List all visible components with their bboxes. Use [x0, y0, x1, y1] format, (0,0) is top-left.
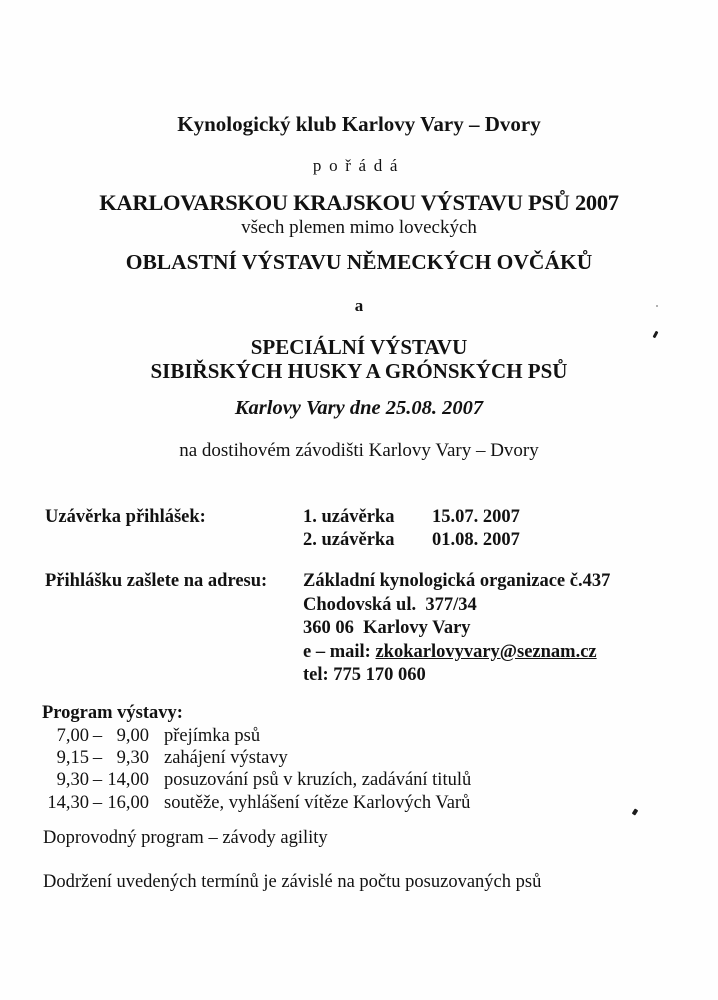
- address-label: Přihlášku zašlete na adresu:: [45, 571, 268, 591]
- address-block: [303, 570, 610, 688]
- program-3-end: 14,00: [107, 770, 149, 791]
- deadline-1-date: 15.07. 2007: [432, 507, 520, 527]
- address-organization: Základní kynologická organizace č.437: [303, 571, 611, 591]
- venue-line: na dostihovém závodišti Karlovy Vary – Dvory: [179, 440, 539, 461]
- event2-title: OBLASTNÍ VÝSTAVU NĚMECKÝCH OVČÁKŮ: [125, 250, 593, 274]
- program-row: [40, 769, 471, 791]
- program-schedule: [40, 725, 471, 814]
- organizes-line: pořádá: [312, 156, 406, 175]
- program-4-end: 16,00: [107, 792, 149, 813]
- deadline-2-date: 01.08. 2007: [432, 530, 520, 550]
- program-row: [40, 747, 471, 769]
- schedule-note-line: Dodržení uvedených termínů je závislé na počtu posuzovaných psů: [43, 872, 542, 892]
- scan-speck: [632, 808, 639, 815]
- address-phone: tel: 775 170 060: [303, 665, 426, 686]
- time-separator: –: [92, 792, 103, 813]
- deadlines-label: Uzávěrka přihlášek:: [45, 507, 206, 527]
- scan-speck: [656, 305, 658, 307]
- email-address: zkokarlovyvary@seznam.cz: [375, 641, 597, 662]
- time-separator: –: [92, 726, 103, 746]
- club-title: Kynologický klub Karlovy Vary – Dvory: [177, 112, 541, 136]
- deadline-2-name: 2. uzávěrka: [303, 530, 395, 550]
- deadline-1-name: 1. uzávěrka: [303, 507, 395, 527]
- time-separator: –: [92, 748, 103, 769]
- email-label: e – mail:: [303, 641, 376, 662]
- side-program-line: Doprovodný program – závody agility: [43, 828, 328, 848]
- event3-title-line1: SPECIÁLNÍ VÝSTAVU: [250, 335, 468, 359]
- program-3-start: 9,30: [56, 770, 89, 791]
- program-1-start: 7,00: [56, 726, 89, 746]
- time-separator: –: [92, 770, 103, 791]
- address-city: 360 06 Karlovy Vary: [303, 618, 471, 639]
- program-4-start: 14,30: [47, 792, 89, 813]
- conjunction: a: [354, 296, 364, 315]
- program-2-end: 9,30: [116, 748, 149, 769]
- program-row: [40, 792, 471, 814]
- event3-title-line2: SIBIŘSKÝCH HUSKY A GRÓNSKÝCH PSŮ: [150, 359, 568, 383]
- event1-title: KARLOVARSKOU KRAJSKOU VÝSTAVU PSŮ 2007: [99, 190, 619, 215]
- program-label: Program výstavy:: [42, 703, 183, 723]
- program-2-activity: zahájení výstavy: [164, 748, 288, 769]
- program-1-end: 9,00: [116, 726, 149, 746]
- program-3-activity: posuzování psů v kruzích, zadávání titulů: [164, 770, 472, 791]
- program-row: [40, 725, 471, 747]
- program-1-activity: přejímka psů: [164, 726, 261, 746]
- program-4-activity: soutěže, vyhlášení vítěze Karlových Varů: [164, 792, 471, 813]
- address-street: Chodovská ul. 377/34: [303, 594, 477, 615]
- event-date-line: Karlovy Vary dne 25.08. 2007: [234, 397, 484, 419]
- address-email-line: [303, 641, 610, 665]
- program-2-start: 9,15: [56, 748, 89, 769]
- event1-subtitle: všech plemen mimo loveckých: [241, 217, 477, 238]
